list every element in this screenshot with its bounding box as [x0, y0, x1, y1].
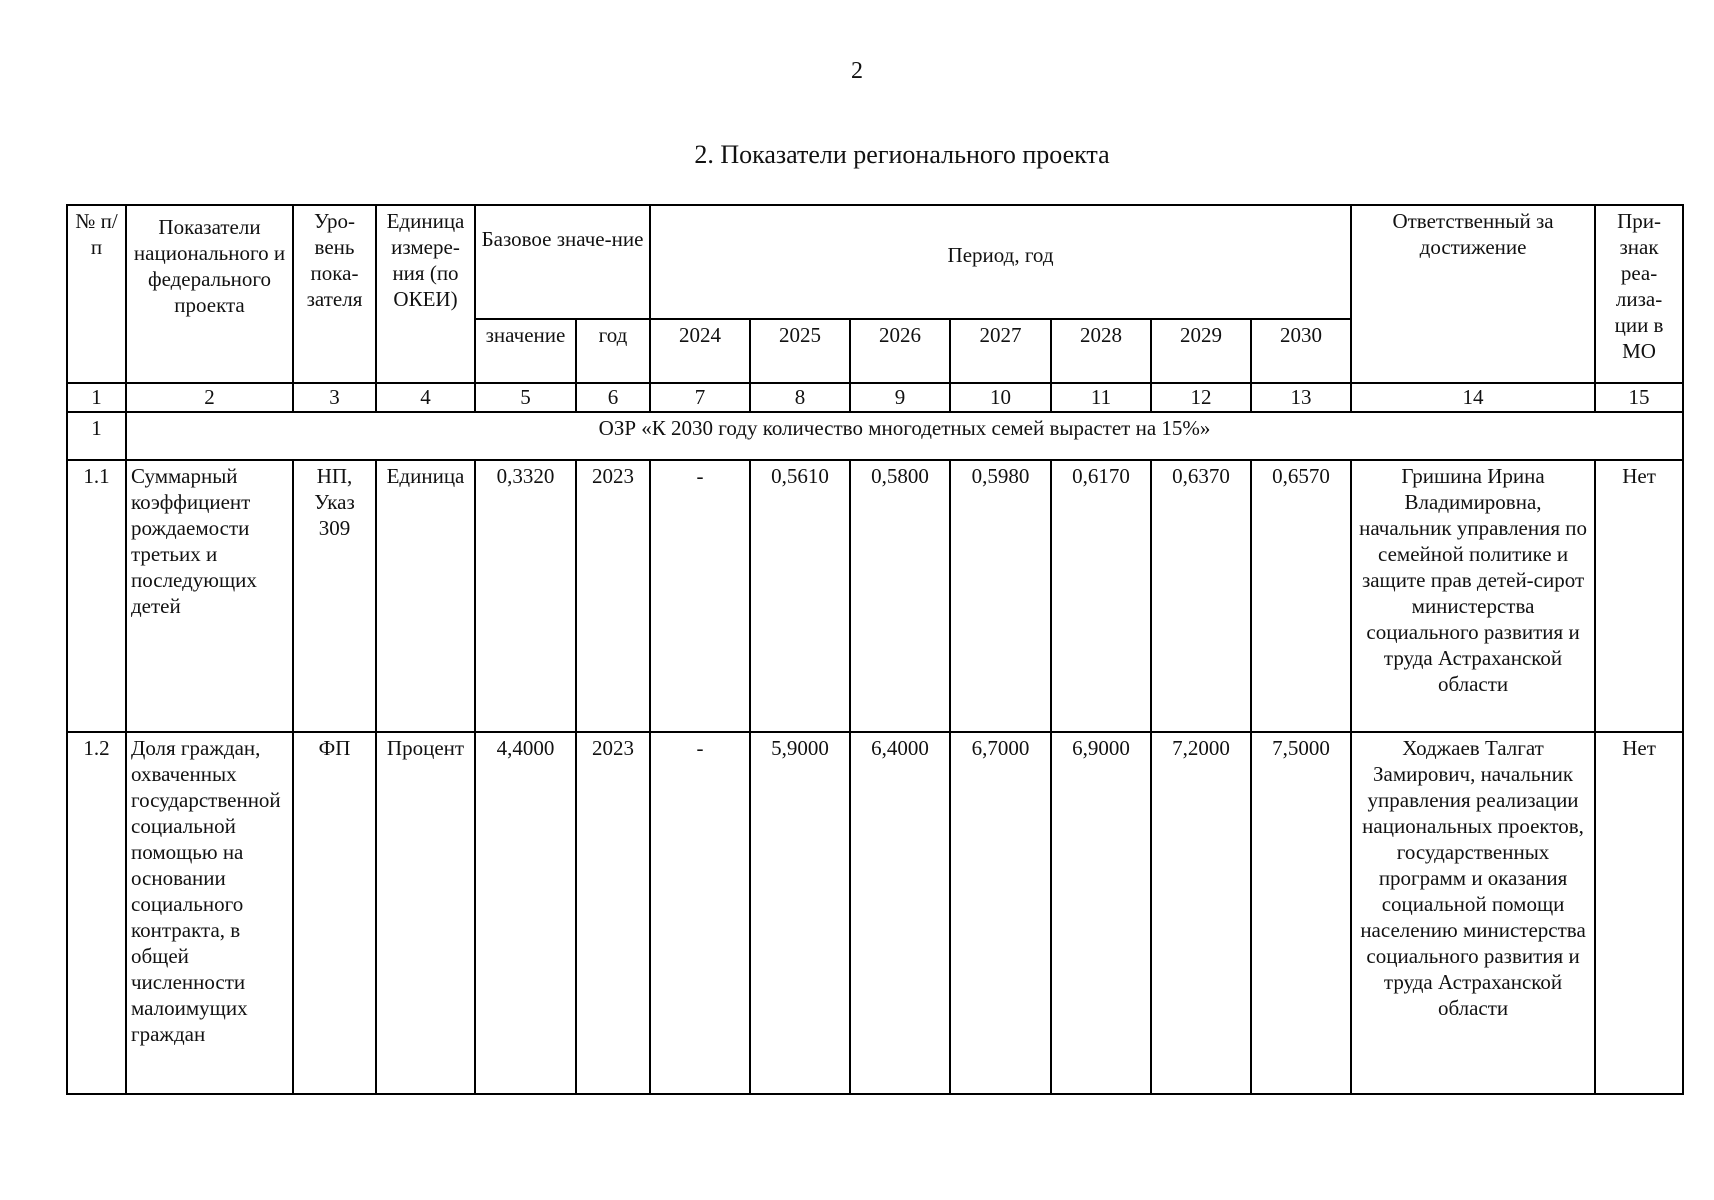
row-base-value: 0,3320 [475, 460, 576, 732]
header-year-2026: 2026 [850, 319, 950, 383]
row-responsible: Ходжаев Талгат Замирович, начальник управления реализации национальных проектов, государственных программ и оказания социальной помощи населению министерства социального развития и труда Астраханской области [1351, 732, 1595, 1094]
group-title: ОЗР «К 2030 году количество многодетных семей вырастет на 15%» [126, 412, 1683, 460]
header-year-2025: 2025 [750, 319, 850, 383]
header-year-2028: 2028 [1051, 319, 1151, 383]
header-year-2027: 2027 [950, 319, 1051, 383]
column-number: 14 [1351, 383, 1595, 412]
column-numbers-row [67, 383, 1683, 412]
column-number: 6 [576, 383, 650, 412]
row-level: НП, Указ 309 [293, 460, 376, 732]
table-row [67, 460, 1683, 732]
column-number: 5 [475, 383, 576, 412]
column-number: 7 [650, 383, 750, 412]
header-base: Базовое значе-ние [475, 205, 650, 319]
header-period: Период, год [650, 205, 1351, 319]
row-mo: Нет [1595, 460, 1683, 732]
row-value-2028: 0,6170 [1051, 460, 1151, 732]
column-number: 12 [1151, 383, 1251, 412]
row-value-2025: 0,5610 [750, 460, 850, 732]
row-num: 1.1 [67, 460, 126, 732]
row-base-year: 2023 [576, 460, 650, 732]
row-value-2030: 0,6570 [1251, 460, 1351, 732]
page-number: 2 [851, 58, 863, 84]
column-number: 9 [850, 383, 950, 412]
row-base-year: 2023 [576, 732, 650, 1094]
section-title: 2. Показатели регионального проекта [694, 140, 1110, 169]
row-value-2024: - [650, 460, 750, 732]
row-indicator: Суммарный коэффициент рождаемости третьих и последующих детей [126, 460, 293, 732]
row-indicator: Доля граждан, охваченных государственной социальной помощью на основании социального контракта, в общей численности малоимущих граждан [126, 732, 293, 1094]
header-unit: Единица измере-ния (по ОКЕИ) [376, 205, 475, 383]
header-year-2029: 2029 [1151, 319, 1251, 383]
row-value-2027: 0,5980 [950, 460, 1051, 732]
row-value-2027: 6,7000 [950, 732, 1051, 1094]
column-number: 11 [1051, 383, 1151, 412]
column-number: 2 [126, 383, 293, 412]
row-value-2029: 7,2000 [1151, 732, 1251, 1094]
group-row [67, 412, 1683, 460]
header-indicator: Показатели национального и федерального проекта [126, 205, 293, 383]
row-responsible: Гришина Ирина Владимировна, начальник управления по семейной политике и защите прав детей-сирот министерства социального развития и труда Астраханской области [1351, 460, 1595, 732]
column-number: 8 [750, 383, 850, 412]
column-number: 1 [67, 383, 126, 412]
row-value-2026: 6,4000 [850, 732, 950, 1094]
header-base-year: год [576, 319, 650, 383]
header-responsible: Ответственный за достижение [1351, 205, 1595, 383]
header-num: № п/п [67, 205, 126, 383]
row-value-2028: 6,9000 [1051, 732, 1151, 1094]
header-row-1 [67, 205, 1683, 319]
header-mo: При-знак реа-лиза-ции в МО [1595, 205, 1683, 383]
row-value-2025: 5,9000 [750, 732, 850, 1094]
row-num: 1.2 [67, 732, 126, 1094]
row-unit: Процент [376, 732, 475, 1094]
column-number: 3 [293, 383, 376, 412]
column-number: 13 [1251, 383, 1351, 412]
header-year-2030: 2030 [1251, 319, 1351, 383]
header-year-2024: 2024 [650, 319, 750, 383]
column-number: 10 [950, 383, 1051, 412]
row-base-value: 4,4000 [475, 732, 576, 1094]
row-value-2024: - [650, 732, 750, 1094]
row-value-2029: 0,6370 [1151, 460, 1251, 732]
row-value-2030: 7,5000 [1251, 732, 1351, 1094]
row-level: ФП [293, 732, 376, 1094]
header-level: Уро-вень пока-зателя [293, 205, 376, 383]
column-number: 4 [376, 383, 475, 412]
table-row [67, 732, 1683, 1094]
group-num: 1 [67, 412, 126, 460]
header-base-value: значение [475, 319, 576, 383]
row-value-2026: 0,5800 [850, 460, 950, 732]
row-unit: Единица [376, 460, 475, 732]
column-number: 15 [1595, 383, 1683, 412]
row-mo: Нет [1595, 732, 1683, 1094]
indicators-table [66, 204, 1684, 1095]
